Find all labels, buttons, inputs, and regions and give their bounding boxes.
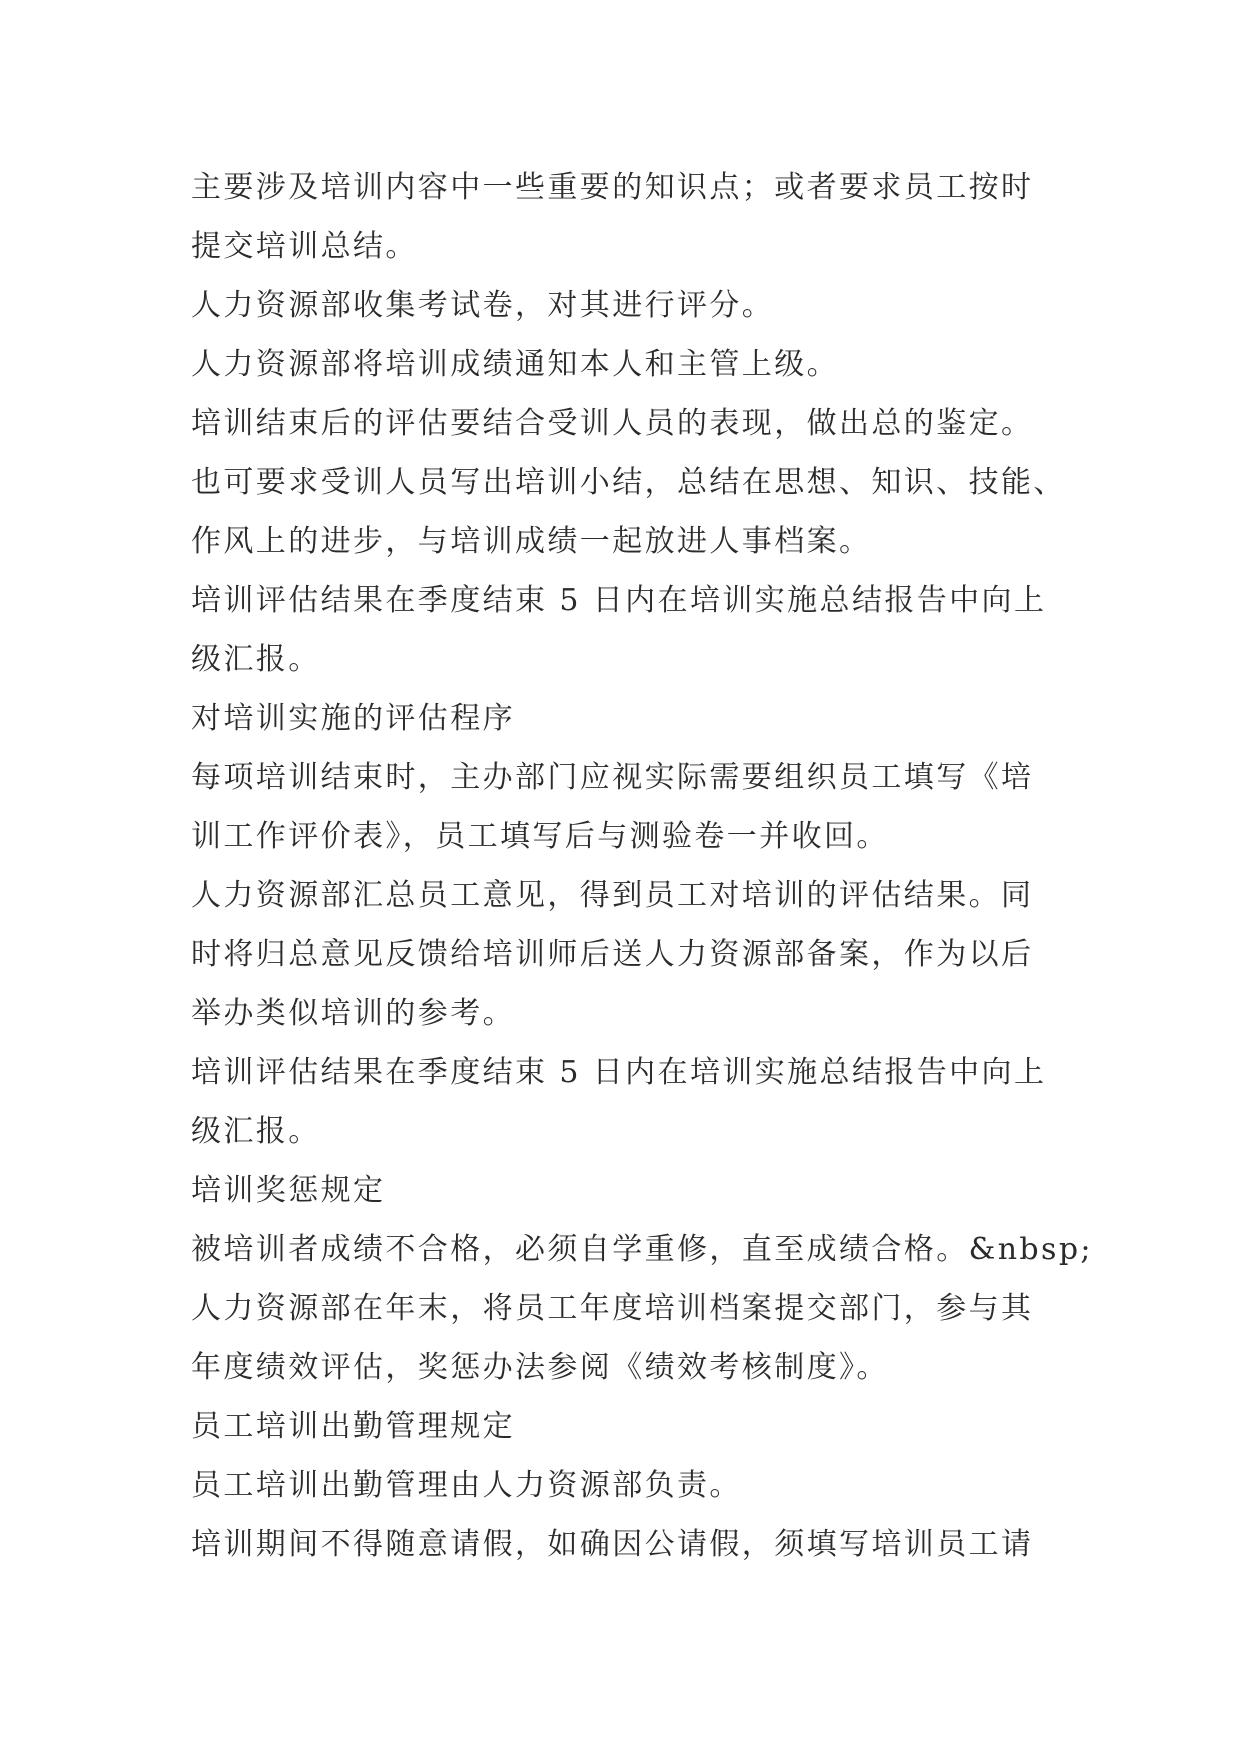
section-heading: 员工培训出勤管理规定 bbox=[191, 1409, 515, 1444]
text-line: 培训评估结果在季度结束 5 日内在培训实施总结报告中向上 bbox=[191, 1055, 1047, 1090]
text-line: 人力资源部汇总员工意见，得到员工对培训的评估结果。同 bbox=[191, 878, 1034, 913]
text-line: 员工培训出勤管理由人力资源部负责。 bbox=[191, 1468, 742, 1503]
text-line: 人力资源部收集考试卷，对其进行评分。 bbox=[191, 288, 775, 323]
text-line: 级汇报。 bbox=[191, 1114, 321, 1149]
text-line: 人力资源部在年末，将员工年度培训档案提交部门，参与其 bbox=[191, 1291, 1034, 1326]
text-line: 提交培训总结。 bbox=[191, 229, 418, 264]
document-body bbox=[191, 158, 1093, 1574]
text-line: 被培训者成绩不合格，必须自学重修，直至成绩合格。&nbsp; bbox=[191, 1232, 1093, 1267]
section-heading: 培训奖惩规定 bbox=[191, 1173, 386, 1208]
text-line: 训工作评价表》，员工填写后与测验卷一并收回。 bbox=[191, 819, 889, 854]
text-line: 也可要求受训人员写出培训小结，总结在思想、知识、技能、 bbox=[191, 465, 1066, 500]
text-line: 每项培训结束时，主办部门应视实际需要组织员工填写《培 bbox=[191, 760, 1034, 795]
text-line: 级汇报。 bbox=[191, 642, 321, 677]
text-line: 举办类似培训的参考。 bbox=[191, 996, 515, 1031]
text-line: 人力资源部将培训成绩通知本人和主管上级。 bbox=[191, 347, 839, 382]
text-line: 培训结束后的评估要结合受训人员的表现，做出总的鉴定。 bbox=[191, 406, 1034, 441]
text-line: 培训期间不得随意请假，如确因公请假，须填写培训员工请 bbox=[191, 1527, 1034, 1562]
text-line: 年度绩效评估，奖惩办法参阅《绩效考核制度》。 bbox=[191, 1350, 889, 1385]
text-line: 培训评估结果在季度结束 5 日内在培训实施总结报告中向上 bbox=[191, 583, 1047, 618]
text-line: 主要涉及培训内容中一些重要的知识点；或者要求员工按时 bbox=[191, 170, 1034, 205]
text-line: 作风上的进步，与培训成绩一起放进人事档案。 bbox=[191, 524, 872, 559]
text-line: 时将归总意见反馈给培训师后送人力资源部备案，作为以后 bbox=[191, 937, 1034, 972]
section-heading: 对培训实施的评估程序 bbox=[191, 701, 515, 736]
